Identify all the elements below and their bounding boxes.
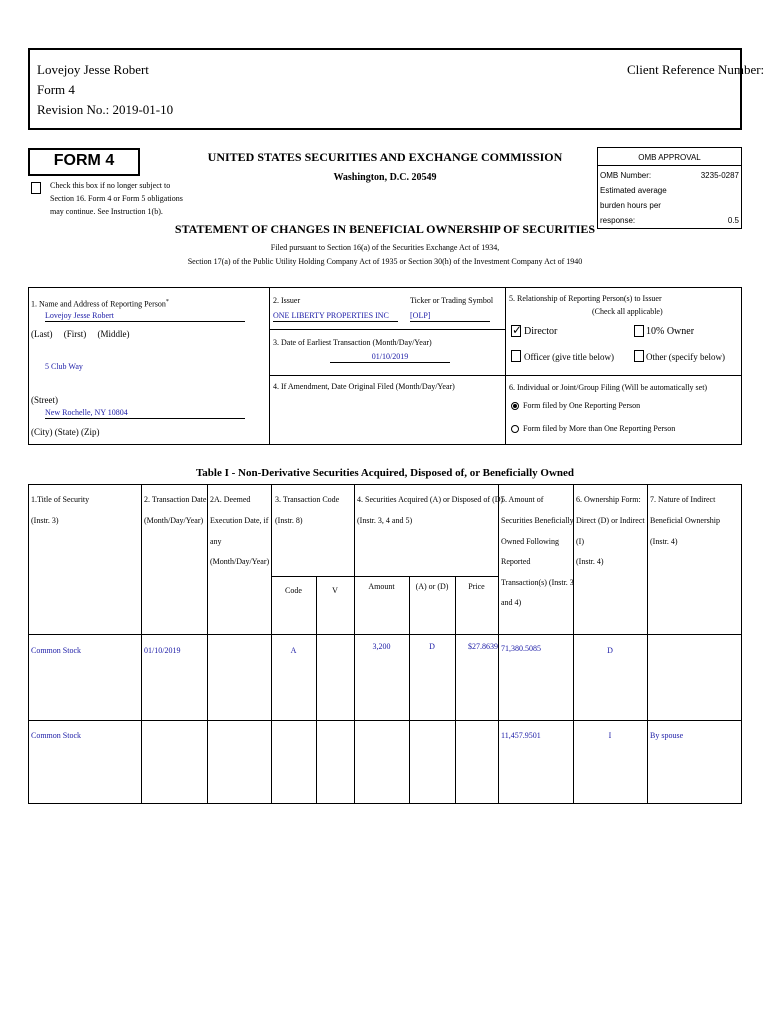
table-header-bottom [28,634,742,635]
ten-percent-owner-checkbox[interactable] [634,325,644,337]
omb-burden-2: burden hours per [600,201,661,210]
col-divider-4b [455,576,456,804]
grid-divider-1 [269,287,270,445]
col1-header-b: (Instr. 3) [31,516,59,525]
officer-label: Officer (give title below) [524,352,615,362]
col1-header-a: 1.Title of Security [31,495,90,504]
box2-label: 2. Issuer [273,296,301,305]
col2a-header-d: (Month/Day/Year) [210,557,270,566]
row1-title: Common Stock [31,646,82,655]
col-divider-7 [647,484,648,804]
omb-burden-3: response: [600,216,636,225]
revision-number: Revision No.: 2019-01-10 [37,102,174,117]
row1-date: 01/10/2019 [144,646,181,655]
ticker-symbol: [OLP] [410,311,490,322]
checkbox-text-line-2: Section 16. Form 4 or Form 5 obligations [50,194,183,203]
city-value: New Rochelle, NY 10804 [45,408,245,419]
box5-label: 5. Relationship of Reporting Person(s) to Issuer [509,294,662,303]
grid-divider-2 [505,287,506,445]
ticker-label: Ticker or Trading Symbol [410,296,494,305]
director-label: Director [524,326,558,337]
box4-label: 4. If Amendment, Date Original Filed (Month/Day/Year) [273,382,455,391]
row1-amount: 3,200 [372,642,391,651]
col2a-header-c: any [210,537,222,546]
multiple-persons-label: Form filed by More than One Reporting Person [523,424,676,433]
form-label: Form 4 [37,82,75,97]
col4-ad-header: (A) or (D) [415,582,449,591]
table-row-divider [28,720,742,721]
col5-header-e: Transaction(s) (Instr. 3 [501,578,574,587]
omb-divider [597,165,742,166]
box5-sub: (Check all applicable) [592,307,663,316]
col2-header-b: (Month/Day/Year) [144,516,204,525]
filed-pursuant-line-2: Section 17(a) of the Public Utility Holding Company Act of 1935 or Section 30(h) of the Investment Company Act of 1940 [187,257,583,266]
street-value: 5 Club Way [45,362,83,371]
col3-v-header: V [332,586,338,595]
row2-owned: 11,457.9501 [501,731,541,740]
col4-header-a: 4. Securities Acquired (A) or Disposed of (D) [357,495,504,504]
row1-price: $27.8639 [468,642,498,651]
col-divider-6 [573,484,574,804]
col7-header-b: Beneficial Ownership [650,516,720,525]
table-title: Table I - Non-Derivative Securities Acquired, Disposed of, or Beneficially Owned [195,467,575,479]
earliest-transaction-date: 01/10/2019 [330,352,450,363]
no-longer-subject-checkbox[interactable] [31,182,41,194]
col5-header-f: and 4) [501,598,522,607]
col5-header-c: Owned Following [501,537,559,546]
row2-nature: By spouse [650,731,684,740]
row1-code: A [290,646,297,655]
checkbox-text-line-3: may continue. See Instruction 1(b). [50,207,163,216]
col2a-header-b: Execution Date, if [210,516,269,525]
street-label: (Street) [31,395,58,405]
agency-title: UNITED STATES SECURITIES AND EXCHANGE COMMISSION [207,150,563,164]
col-divider-3 [271,484,272,804]
client-reference: Client Reference Number: [627,62,765,77]
box6-label: 6. Individual or Joint/Group Filing (Will be automatically set) [509,383,708,392]
statement-title: STATEMENT OF CHANGES IN BENEFICIAL OWNERSHIP OF SECURITIES [174,222,596,236]
check-mark-icon: ✓ [512,323,523,337]
city-state-zip-label: (City) (State) (Zip) [31,427,100,437]
col4-amount-header: Amount [368,582,395,591]
multiple-persons-radio[interactable] [511,425,519,433]
radio-dot-icon [513,404,517,408]
one-person-label: Form filed by One Reporting Person [523,401,641,410]
officer-checkbox[interactable] [511,350,521,362]
col6-header-b: Direct (D) or Indirect [576,516,645,525]
other-label: Other (specify below) [646,352,725,362]
other-checkbox[interactable] [634,350,644,362]
grid-divider-4 [269,375,742,376]
col-divider-1 [141,484,142,804]
col5-header-d: Reported [501,557,531,566]
row1-owned: 71,380.5085 [501,644,541,653]
row2-form: I [608,731,612,740]
row1-form: D [607,646,613,655]
col6-header-d: (Instr. 4) [576,557,604,566]
col7-header-a: 7. Nature of Indirect [650,495,716,504]
omb-approval-title: OMB APPROVAL [638,153,701,162]
col-divider-4a [409,576,410,804]
omb-burden-1: Estimated average [600,186,667,195]
reporter-name: Lovejoy Jesse Robert [37,62,149,77]
agency-location: Washington, D.C. 20549 [333,172,437,183]
col-divider-5 [498,484,499,804]
col3-header-a: 3. Transaction Code [275,495,340,504]
col2a-header-a: 2A. Deemed [210,495,251,504]
col7-header-c: (Instr. 4) [650,537,678,546]
filed-pursuant-line-1: Filed pursuant to Section 16(a) of the Securities Exchange Act of 1934, [270,243,500,252]
col2-header-a: 2. Transaction Date [144,495,207,504]
col-divider-2 [207,484,208,804]
checkbox-text-line-1: Check this box if no longer subject to [50,181,171,190]
name-parts-label: (Last) (First) (Middle) [31,329,130,339]
col4-header-b: (Instr. 3, 4 and 5) [357,516,413,525]
col3-header-b: (Instr. 8) [275,516,303,525]
col5-header-a: 5. Amount of [501,495,544,504]
grid-divider-3 [269,329,505,330]
omb-number: 3235-0287 [700,171,739,180]
form-title: FORM 4 [53,152,115,169]
box3-label: 3. Date of Earliest Transaction (Month/Day/Year) [273,338,432,347]
col6-header-c: (I) [576,537,584,546]
omb-burden-value: 0.5 [727,216,739,225]
subheader-line [271,576,498,577]
row1-ad: D [429,642,435,651]
col5-header-b: Securities Beneficially [501,516,574,525]
director-checkbox[interactable] [511,325,521,337]
box1-label: 1. Name and Address of Reporting Person* [31,299,169,309]
col6-header-a: 6. Ownership Form: [576,495,641,504]
issuer-name: ONE LIBERTY PROPERTIES INC [273,311,398,322]
reporting-person-name: Lovejoy Jesse Robert [45,311,245,322]
omb-number-label: OMB Number: [600,171,652,180]
col3-code-header: Code [285,586,302,595]
row2-title: Common Stock [31,731,82,740]
ten-percent-owner-label: 10% Owner [646,326,695,337]
one-person-radio[interactable] [511,402,519,410]
col-divider-3v [316,576,317,804]
col4-price-header: Price [468,582,485,591]
